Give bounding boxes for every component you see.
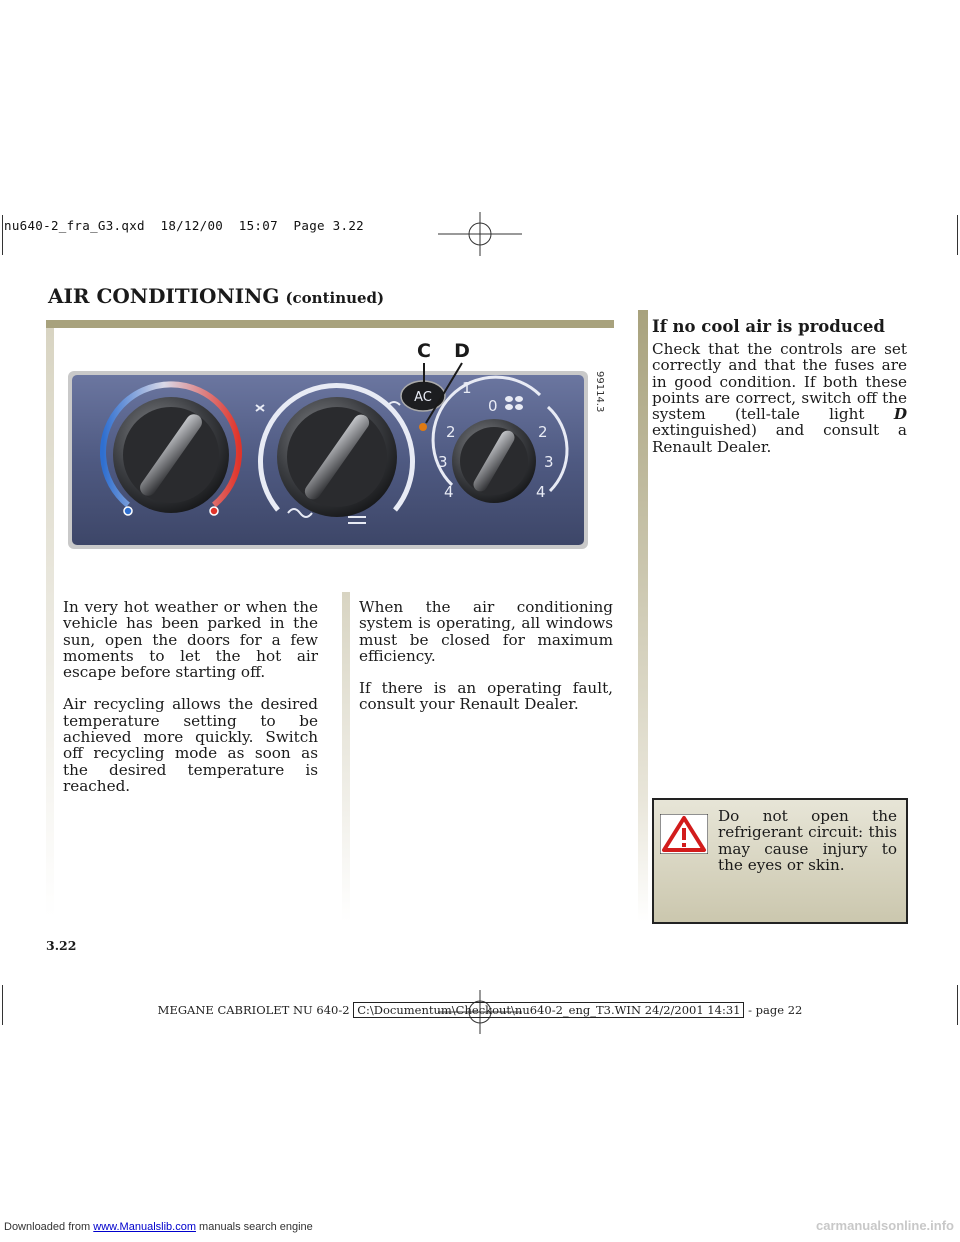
section-title xyxy=(48,284,384,308)
column-shade-middle xyxy=(342,592,350,922)
fan-speed-knob-icon xyxy=(452,419,536,503)
col3-paragraph-1 xyxy=(652,341,907,455)
fan-speed-3-left: 3 xyxy=(438,453,448,471)
footer-suffix: - page 22 xyxy=(748,1003,803,1017)
tell-tale-d-ref: D xyxy=(893,405,907,424)
figure-code: 99114.3 xyxy=(594,371,605,413)
col3-text-after: extinguished) and consult a Renault Dealer. xyxy=(652,421,907,456)
fan-speed-0: 0 xyxy=(488,397,498,415)
warning-box xyxy=(652,798,908,924)
registration-mark-top-icon xyxy=(438,212,522,256)
label-d: D xyxy=(454,340,470,362)
label-c: C xyxy=(417,340,431,362)
download-before: Downloaded from xyxy=(4,1221,91,1233)
col1-paragraph-1: In very hot weather or when the vehicle has been parked in the sun, open the doors for a few moments to let the hot air escape before starting off. xyxy=(63,598,318,682)
col1-paragraph-2: Air recycling allows the desired temperature setting to be achieved more quickly. Switch off recycling mode as soon as the desired temperature is reached. xyxy=(63,695,318,795)
ac-button[interactable] xyxy=(401,381,445,411)
climate-control-panel-figure xyxy=(60,335,610,560)
hot-dot-icon xyxy=(210,507,218,515)
fan-speed-1: 1 xyxy=(462,379,472,397)
col3-text-before: Check that the controls are set correctly and that the fuses are in good condition. If both these points are correct, switch off the system (tell-tale light xyxy=(652,340,907,424)
column-left-text xyxy=(63,599,318,810)
column-right-text xyxy=(652,341,907,471)
col2-paragraph-2: If there is an operating fault, consult your Renault Dealer. xyxy=(359,679,613,714)
cold-dot-icon xyxy=(124,507,132,515)
download-notice xyxy=(4,1221,313,1233)
footer xyxy=(0,1003,960,1017)
crop-mark-right-top xyxy=(957,215,958,255)
fan-speed-4-left: 4 xyxy=(444,483,454,501)
fan-speed-3-right: 3 xyxy=(544,453,554,471)
air-distribution-knob-icon xyxy=(277,397,397,517)
section-title-suffix: (continued) xyxy=(285,289,385,307)
warning-text: Do not open the refrigerant circuit: this may cause injury to the eyes or skin. xyxy=(718,807,897,874)
no-cool-air-heading: If no cool air is produced xyxy=(652,317,885,336)
fan-speed-4-right: 4 xyxy=(536,483,546,501)
tell-tale-light-icon xyxy=(419,423,427,431)
warning-triangle-icon xyxy=(660,814,708,854)
column-shade-left xyxy=(46,328,54,918)
temperature-knob-icon xyxy=(113,397,229,513)
col2-paragraph-1: When the air conditioning system is operating, all windows must be closed for maximum efficiency. xyxy=(359,598,613,665)
section-title-text: AIR CONDITIONING xyxy=(48,284,280,308)
fan-speed-2-right: 2 xyxy=(538,423,548,441)
footer-path: C:\Documentum\Checkout\nu640-2_eng_T3.WIN 24/2/2001 14:31 xyxy=(353,1002,744,1018)
column-middle-text xyxy=(359,599,613,729)
file-stamp: nu640-2_fra_G3.qxd 18/12/00 15:07 Page 3.22 xyxy=(4,218,364,233)
column-rule-right xyxy=(638,310,648,922)
column-rule-top xyxy=(46,320,614,328)
download-after: manuals search engine xyxy=(199,1221,313,1233)
fan-speed-2-left: 2 xyxy=(446,423,456,441)
watermark: carmanualsonline.info xyxy=(816,1218,954,1233)
page-number: 3.22 xyxy=(46,938,77,953)
manualslib-link[interactable]: www.Manualslib.com xyxy=(93,1221,196,1233)
footer-prefix: MEGANE CABRIOLET NU 640-2 xyxy=(157,1003,350,1017)
crop-mark-left-top xyxy=(2,215,3,255)
ac-button-label: AC xyxy=(414,390,432,405)
